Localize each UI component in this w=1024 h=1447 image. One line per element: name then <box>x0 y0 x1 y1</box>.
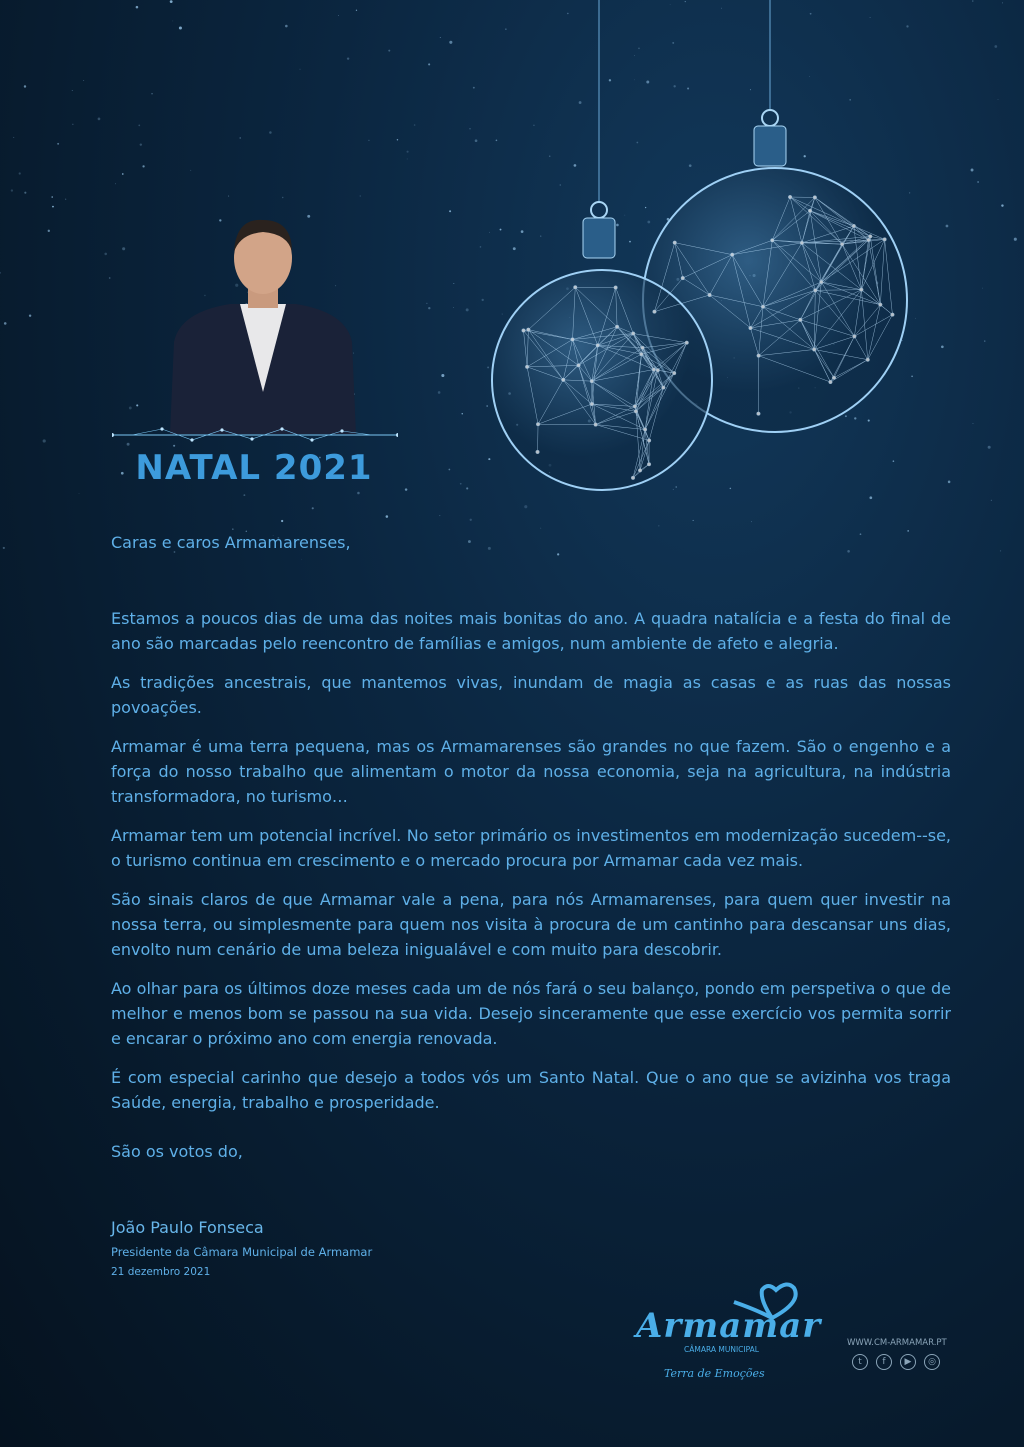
star <box>239 137 241 139</box>
signature-name: João Paulo Fonseca <box>111 1218 264 1237</box>
ornament-node <box>614 286 618 290</box>
ornament-node <box>643 428 647 432</box>
star <box>946 225 949 228</box>
ornament-node <box>662 386 666 390</box>
star <box>228 196 229 197</box>
star <box>98 118 101 121</box>
ornament-node <box>653 310 657 314</box>
star <box>13 137 14 138</box>
star <box>72 90 73 91</box>
star <box>281 520 283 522</box>
star <box>360 196 361 197</box>
letter-greeting: Caras e caros Armamarenses, <box>111 533 351 552</box>
star <box>282 197 283 198</box>
ornament-node <box>631 476 635 480</box>
star <box>300 69 301 70</box>
christmas-ornaments-illustration <box>480 0 920 500</box>
star <box>448 469 450 471</box>
armamar-logo: Armamar CÂMARA MUNICIPAL Terra de Emoções <box>636 1282 811 1382</box>
youtube-icon[interactable]: ▶ <box>900 1354 916 1370</box>
ornament-node <box>641 346 645 350</box>
star <box>1000 550 1001 551</box>
star <box>907 530 909 532</box>
star <box>24 85 26 87</box>
star <box>338 15 339 16</box>
star <box>557 553 559 555</box>
star <box>122 247 125 250</box>
star <box>65 199 66 200</box>
star <box>72 124 73 125</box>
star <box>115 183 116 184</box>
letter-closing: São os votos do, <box>111 1142 243 1161</box>
star <box>466 308 469 311</box>
ornament-node <box>536 450 540 454</box>
ornament-node <box>879 303 883 307</box>
ornament-node <box>730 253 734 257</box>
star <box>386 515 389 518</box>
star <box>453 283 454 284</box>
star <box>428 307 430 309</box>
paragraph: Estamos a poucos dias de uma das noites mais bonitas do ano. A quadra natalícia e a festa do final de ano são marcadas pelo reencontro de famílias e amigos, num ambiente de afeto e alegria. <box>111 609 951 653</box>
decorative-network-line <box>112 426 398 446</box>
paragraph: Armamar é uma terra pequena, mas os Armamarenses são grandes no que fazem. São o engenho e a força do nosso trabalho que alimentam o motor da nossa economia, seja na agricultura, na indústria transformadora, no turismo… <box>111 737 951 806</box>
ornament-node <box>812 348 816 352</box>
ornament-node <box>808 209 812 213</box>
ornament-node <box>577 364 581 368</box>
star <box>43 439 46 442</box>
ornament-node <box>832 376 836 380</box>
star <box>356 10 357 11</box>
paragraph: As tradições ancestrais, que mantemos vivas, inundam de magia as casas e as ruas das nossas povoações. <box>111 673 951 717</box>
star <box>19 172 21 174</box>
ornament-node <box>647 439 651 443</box>
twitter-icon[interactable]: t <box>852 1354 868 1370</box>
star <box>847 550 850 553</box>
star <box>104 253 107 256</box>
star <box>1002 2 1003 3</box>
star <box>397 139 398 140</box>
star <box>407 151 409 153</box>
star <box>982 288 983 289</box>
star <box>449 41 452 44</box>
star <box>136 6 139 9</box>
star <box>468 540 471 543</box>
ornament-node <box>571 338 575 342</box>
star <box>357 492 360 495</box>
star <box>948 481 951 484</box>
star <box>449 210 451 212</box>
star <box>1001 204 1003 206</box>
star <box>460 483 462 485</box>
star <box>368 140 369 141</box>
page-title: NATAL 2021 <box>135 448 373 488</box>
ornament-node <box>800 241 804 245</box>
ornament-node <box>829 380 833 384</box>
star <box>190 170 191 171</box>
ornament-node <box>615 325 619 329</box>
star <box>0 272 1 274</box>
ornament-node <box>590 379 594 383</box>
star <box>475 139 478 142</box>
ornament-node <box>536 422 540 426</box>
letter-body <box>111 606 951 1129</box>
ornament-node <box>652 368 656 372</box>
ornament-node <box>638 469 642 473</box>
instagram-icon[interactable]: ◎ <box>924 1354 940 1370</box>
star <box>122 173 124 175</box>
ornament-node <box>596 344 600 348</box>
star <box>285 25 288 28</box>
ornament-node <box>594 423 598 427</box>
ornament-node <box>867 238 871 242</box>
ornament-node <box>522 329 526 333</box>
ornament-node <box>647 462 651 466</box>
star <box>440 37 441 38</box>
star <box>998 99 999 100</box>
star <box>994 45 997 48</box>
star <box>860 533 862 535</box>
ornament-node <box>770 238 774 242</box>
star <box>426 303 427 304</box>
signature-date: 21 dezembro 2021 <box>111 1266 211 1278</box>
star <box>232 528 234 530</box>
star <box>388 50 390 52</box>
ornament-node <box>561 378 565 382</box>
star <box>246 531 247 532</box>
star <box>977 181 979 183</box>
star <box>973 423 974 424</box>
star <box>540 528 541 529</box>
star <box>438 391 441 394</box>
ornament-node <box>672 371 676 375</box>
ornament-node <box>757 412 761 416</box>
star <box>470 519 472 521</box>
ornament-node <box>840 242 844 246</box>
star <box>407 159 408 160</box>
ornament-node <box>573 285 577 289</box>
ornament-node <box>860 288 864 292</box>
ornament-node <box>681 276 685 280</box>
ornament-node <box>853 335 857 339</box>
star <box>138 124 140 126</box>
star <box>170 0 173 3</box>
ornament-node <box>656 368 660 372</box>
star <box>347 57 349 59</box>
star <box>51 196 53 198</box>
star <box>140 143 142 145</box>
star <box>693 520 694 521</box>
ornament-node <box>631 332 635 336</box>
ornament-node <box>708 293 712 297</box>
ornament-node <box>527 328 531 332</box>
star <box>172 21 173 22</box>
star <box>658 525 659 526</box>
star <box>301 559 302 560</box>
star <box>52 206 54 208</box>
paragraph: São sinais claros de que Armamar vale a pena, para nós Armamarenses, para quem quer investir na nossa terra, ou simplesmente para quem nos visita à procura de um cantinho para descansar uns dias, envolto num cenário de uma beleza inigualável e com muito para descobrir. <box>111 890 951 959</box>
star <box>441 374 444 377</box>
star <box>469 128 470 129</box>
star <box>488 547 491 550</box>
ornament-node <box>788 195 792 199</box>
star <box>524 505 527 508</box>
star <box>1014 238 1017 241</box>
ornament-node <box>640 352 644 356</box>
star <box>462 413 463 414</box>
ornament-node <box>820 280 824 284</box>
star <box>3 547 5 549</box>
star <box>473 87 475 89</box>
ornament-node <box>673 241 677 245</box>
star <box>405 488 407 490</box>
ornament-node <box>813 289 817 293</box>
mayor-portrait <box>170 212 356 434</box>
ornament-node <box>799 318 803 322</box>
ornament-node <box>866 358 870 362</box>
social-links <box>852 1354 940 1370</box>
ornament-node <box>891 313 895 317</box>
star <box>414 124 416 126</box>
star <box>269 131 272 134</box>
signature-role: Presidente da Câmara Municipal de Armamar <box>111 1245 373 1259</box>
star <box>151 93 152 94</box>
star <box>79 493 80 494</box>
ornament-node <box>590 402 594 406</box>
star <box>971 169 974 172</box>
star <box>179 27 182 30</box>
ornament-node <box>525 365 529 369</box>
star <box>243 494 245 496</box>
star <box>4 322 7 325</box>
star <box>48 230 50 232</box>
ornament-node <box>868 235 872 239</box>
ornament-node <box>852 224 856 228</box>
paragraph: É com especial carinho que desejo a todos vós um Santo Natal. Que o ano que se avizinha vos traga Saúde, energia, trabalho e prosperidade. <box>111 1068 951 1112</box>
paragraph: Armamar tem um potencial incrível. No setor primário os investimentos em modernização sucedem--se, o turismo continua em crescimento e o mercado procura por Armamar cada vez mais. <box>111 826 951 870</box>
ornament-node <box>633 405 637 409</box>
star <box>129 407 132 410</box>
ornament-node <box>749 326 753 330</box>
ornament-node <box>761 305 765 309</box>
star <box>57 143 59 145</box>
star <box>83 80 84 81</box>
star <box>312 507 314 509</box>
star <box>136 404 138 406</box>
star <box>984 340 985 341</box>
star <box>29 314 31 316</box>
star <box>428 63 430 65</box>
ornament-node <box>634 410 638 414</box>
website-link[interactable]: WWW.CM-ARMAMAR.PT <box>847 1338 947 1348</box>
ornament-node <box>813 196 817 200</box>
star <box>439 515 440 516</box>
star <box>453 307 454 308</box>
star <box>988 446 991 449</box>
star <box>466 487 468 489</box>
facebook-icon[interactable]: f <box>876 1354 892 1370</box>
star <box>11 189 13 191</box>
ornament-node <box>883 238 887 242</box>
star <box>972 0 973 1</box>
ornament-node <box>757 354 761 358</box>
star <box>24 192 26 194</box>
star <box>991 500 992 501</box>
star <box>941 345 944 348</box>
star <box>751 521 752 522</box>
star <box>142 165 144 167</box>
star <box>109 277 111 279</box>
paragraph: Ao olhar para os últimos doze meses cada um de nós fará o seu balanço, pondo em perspetiva o que de melhor e menos bom se passou na sua vida. Desejo sinceramente que esse exercício vos permita sorrir e encarar o próximo ano com energia renovada. <box>111 979 951 1048</box>
ornament-node <box>685 341 689 345</box>
